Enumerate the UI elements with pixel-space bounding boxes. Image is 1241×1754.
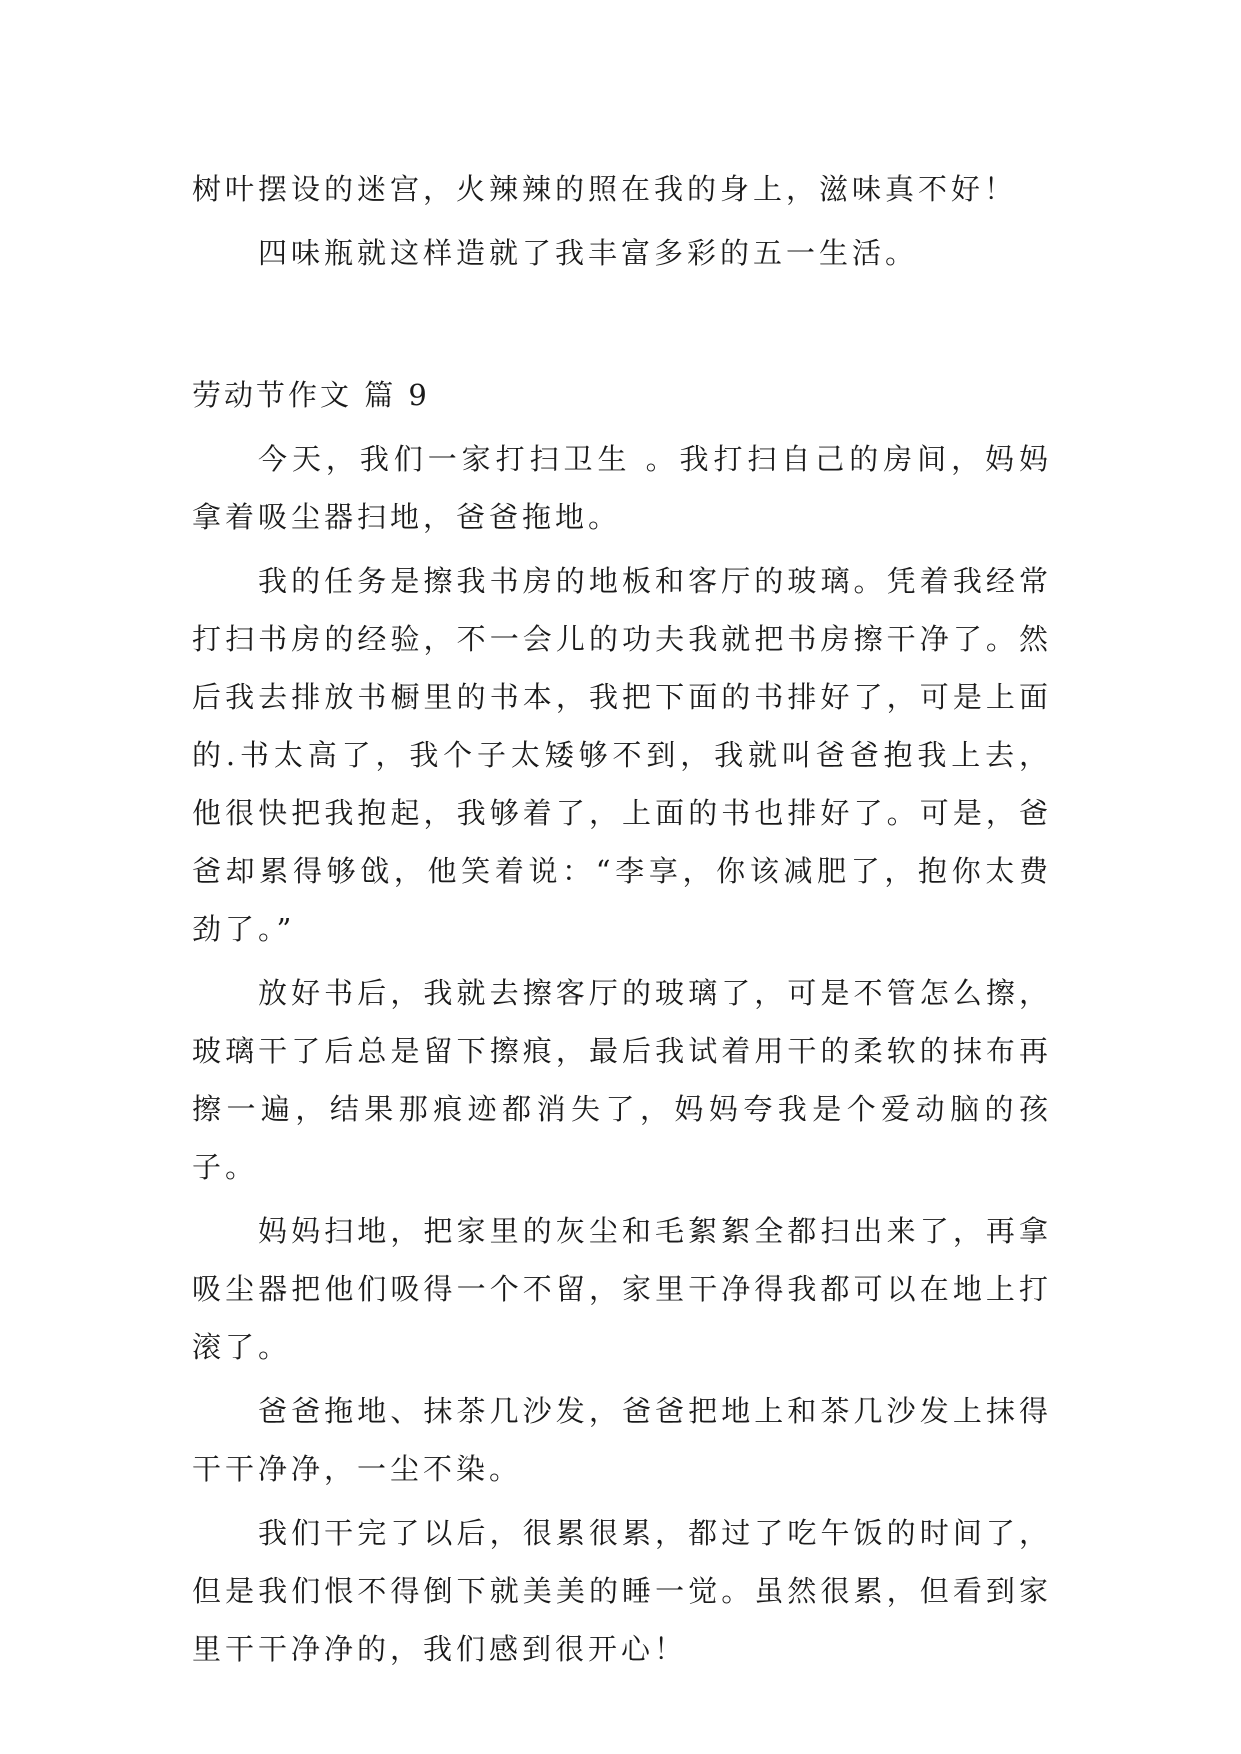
paragraph-intro-closing: 四味瓶就这样造就了我丰富多彩的五一生活。 [258, 236, 919, 270]
paragraph-6: 我们干完了以后，很累很累，都过了吃午饭的时间了，但是我们恨不得倒下就美美的睡一觉。虽然很累，但看到家里干干净净的，我们感到很开心！ [192, 1516, 1052, 1666]
section-title: 劳动节作文 篇 9 [192, 378, 430, 412]
paragraph-2: 我的任务是擦我书房的地板和客厅的玻璃。凭着我经常打扫书房的经验，不一会儿的功夫我就把书房擦干净了。然后我去排放书橱里的书本，我把下面的书排好了，可是上面的.书太高了，我个子太矮够不到，我就叫爸爸抱我上去，他很快把我抱起，我够着了，上面的书也排好了。可是，爸爸却累得够戗，他笑着说：“李享，你该减肥了，抱你太费劲了。” [192, 564, 1052, 946]
document-body [192, 160, 1052, 1678]
paragraph-intro-continued: 树叶摆设的迷宫，火辣辣的照在我的身上，滋味真不好！ [192, 172, 1018, 206]
paragraph-3: 放好书后，我就去擦客厅的玻璃了，可是不管怎么擦，玻璃干了后总是留下擦痕，最后我试着用干的柔软的抹布再擦一遍，结果那痕迹都消失了，妈妈夸我是个爱动脑的孩子。 [192, 976, 1052, 1184]
paragraph-4: 妈妈扫地，把家里的灰尘和毛絮絮全都扫出来了，再拿吸尘器把他们吸得一个不留，家里干净得我都可以在地上打滚了。 [192, 1214, 1052, 1364]
paragraph-1: 今天，我们一家打扫卫生 。我打扫自己的房间，妈妈拿着吸尘器扫地，爸爸拖地。 [192, 442, 1052, 534]
paragraph-5: 爸爸拖地、抹茶几沙发，爸爸把地上和茶几沙发上抹得干干净净，一尘不染。 [192, 1394, 1052, 1486]
